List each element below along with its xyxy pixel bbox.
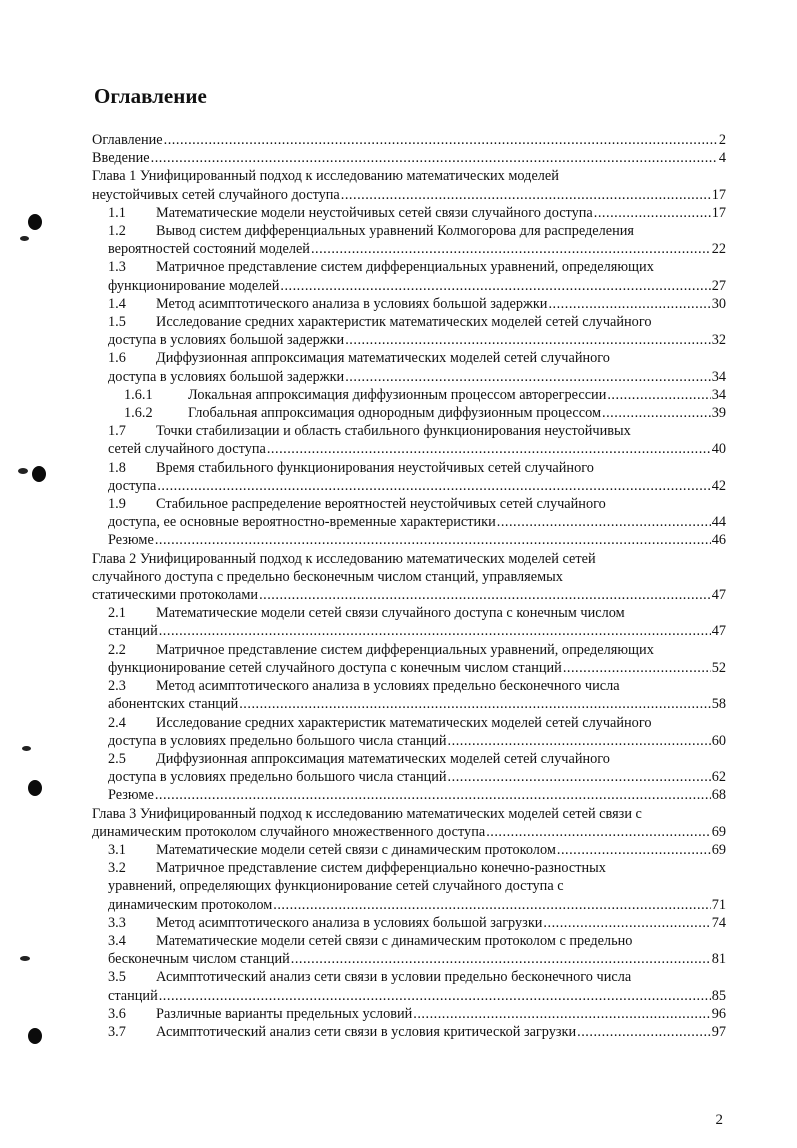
toc-leader-dots: [345, 368, 710, 386]
toc-entry-title: Асимптотический анализ сети связи в условия критической загрузки: [156, 1023, 577, 1040]
toc-entry-title: сетей случайного доступа: [108, 441, 266, 458]
toc-entry-page: 34: [711, 386, 726, 403]
toc-entry-page: 34: [711, 368, 726, 385]
toc-entry-title: Локальная аппроксимация диффузионным процессом авторегрессии: [188, 386, 607, 403]
toc-entry[interactable]: [92, 149, 726, 167]
toc-entry-title: доступа, ее основные вероятностно-временные характеристики: [108, 514, 496, 531]
toc-entry-number: 3.4: [108, 932, 126, 949]
toc-entry-title: Вывод систем дифференциальных уравнений Колмогорова для распределения: [156, 223, 635, 240]
toc-leader-dots: [602, 404, 711, 422]
toc-entry-title: Метод асимптотического анализа в условиях предельно бесконечного числа: [156, 678, 620, 695]
toc-entry-line: [92, 968, 726, 986]
toc-entry-number: 3.2: [108, 860, 126, 877]
toc-entry-line: [92, 277, 726, 295]
toc-leader-dots: [291, 950, 711, 968]
toc-entry-line: [92, 932, 726, 950]
toc-entry-title: Математические модели неустойчивых сетей связи случайного доступа: [156, 204, 593, 221]
toc-entry-page: 22: [711, 241, 726, 258]
toc-entry-line: [92, 568, 726, 586]
toc-entry-title: неустойчивых сетей случайного доступа: [92, 186, 340, 203]
toc-entry-title: доступа в условиях предельно большого числа станций: [108, 769, 447, 786]
toc-entry-title: Глава 2 Унифицированный подход к исследованию математических моделей сетей: [92, 550, 596, 567]
toc-entry-title: статическими протоколами: [92, 587, 259, 604]
toc-entry-title: доступа в условиях большой задержки: [108, 332, 345, 349]
toc-entry-page: 4: [718, 150, 726, 167]
toc-entry-title: случайного доступа с предельно бесконечным числом станций, управляемых: [92, 568, 563, 585]
toc-entry-line: [92, 459, 726, 477]
scan-smudge: [20, 956, 30, 961]
toc-entry-line: [92, 805, 726, 823]
toc-entry-number: 1.3: [108, 259, 126, 276]
toc-entry-line: [92, 786, 726, 804]
toc-leader-dots: [557, 841, 711, 859]
toc-entry-number: 2.1: [108, 605, 126, 622]
toc-entry-line: [92, 186, 726, 204]
toc-entry-page: 47: [711, 587, 726, 604]
toc-entry-page: 27: [711, 277, 726, 294]
toc-entry-line: [92, 313, 726, 331]
toc-entry-title: абонентских станций: [108, 696, 239, 713]
toc-entry-number: 3.3: [108, 914, 126, 931]
toc-entry-line: [92, 149, 726, 167]
table-of-contents: [92, 131, 726, 1041]
toc-entry-title: Точки стабилизации и область стабильного функционирования неустойчивых: [156, 423, 631, 440]
toc-entry-line: [92, 404, 726, 422]
toc-leader-dots: [486, 823, 711, 841]
toc-leader-dots: [155, 531, 711, 549]
toc-leader-dots: [273, 896, 710, 914]
toc-entry-page: 17: [711, 186, 726, 203]
toc-entry[interactable]: [92, 258, 726, 294]
toc-entry-number: 1.8: [108, 459, 126, 476]
toc-entry-page: 42: [711, 477, 726, 494]
toc-entry[interactable]: [92, 677, 726, 713]
toc-entry[interactable]: [92, 167, 726, 203]
toc-entry[interactable]: [92, 295, 726, 313]
scan-smudge: [18, 468, 28, 474]
toc-entry[interactable]: [92, 805, 726, 841]
toc-leader-dots: [413, 1005, 710, 1023]
toc-leader-dots: [159, 622, 711, 640]
toc-entry[interactable]: [92, 1005, 726, 1023]
toc-entry-number: 1.6: [108, 350, 126, 367]
toc-entry-line: [92, 513, 726, 531]
toc-entry-page: 68: [711, 787, 726, 804]
toc-entry-title: функционирование сетей случайного доступа с конечным числом станций: [108, 659, 562, 676]
toc-leader-dots: [448, 732, 711, 750]
toc-entry[interactable]: [92, 786, 726, 804]
toc-entry-line: [92, 768, 726, 786]
toc-entry-title: Матричное представление систем дифференциальных уравнений, определяющих: [156, 259, 654, 276]
toc-entry[interactable]: [92, 859, 726, 914]
toc-entry-title: Диффузионная аппроксимация математических моделей сетей случайного: [156, 350, 610, 367]
toc-leader-dots: [311, 240, 711, 258]
toc-entry-title: Оглавление: [92, 132, 163, 148]
toc-entry-line: [92, 677, 726, 695]
toc-entry-line: [92, 987, 726, 1005]
toc-entry-line: [92, 440, 726, 458]
toc-entry-line: [92, 841, 726, 859]
toc-entry-line: [92, 349, 726, 367]
toc-leader-dots: [239, 695, 710, 713]
toc-entry-title: Исследование средних характеристик математических моделей сетей случайного: [156, 714, 652, 731]
toc-entry[interactable]: [92, 349, 726, 385]
toc-entry-title: Стабильное распределение вероятностей неустойчивых сетей случайного: [156, 496, 606, 513]
toc-entry[interactable]: [92, 750, 726, 786]
toc-leader-dots: [448, 768, 711, 786]
toc-entry-title: Асимптотический анализ сети связи в условии предельно бесконечного числа: [156, 969, 632, 986]
toc-leader-dots: [259, 586, 711, 604]
toc-entry-page: 62: [711, 769, 726, 786]
toc-entry[interactable]: [92, 932, 726, 968]
toc-entry-line: [92, 368, 726, 386]
toc-entry-page: 17: [711, 204, 726, 221]
toc-entry-line: [92, 477, 726, 495]
toc-entry-page: 52: [711, 659, 726, 676]
toc-entry-page: 74: [711, 914, 726, 931]
toc-entry-line: [92, 531, 726, 549]
toc-leader-dots: [267, 440, 711, 458]
toc-entry-line: [92, 240, 726, 258]
toc-entry-page: 97: [711, 1023, 726, 1040]
toc-entry[interactable]: [92, 404, 726, 422]
toc-entry-title: Время стабильного функционирования неустойчивых сетей случайного: [156, 459, 594, 476]
toc-entry-line: [92, 877, 726, 895]
toc-entry-number: 2.2: [108, 641, 126, 658]
toc-entry-title: Диффузионная аппроксимация математических моделей сетей случайного: [156, 750, 610, 767]
toc-leader-dots: [548, 295, 710, 313]
toc-leader-dots: [577, 1023, 711, 1041]
toc-entry-page: 30: [711, 295, 726, 312]
toc-entry-number: 3.6: [108, 1005, 126, 1022]
toc-entry-title: Математические модели сетей связи с динамическим протоколом: [156, 841, 556, 858]
toc-entry-title: Глобальная аппроксимация однородным диффузионным процессом: [188, 405, 602, 422]
toc-entry-number: 1.7: [108, 423, 126, 440]
punch-hole-mark: [28, 780, 42, 796]
toc-entry-title: Математические модели сетей связи с динамическим протоколом с предельно: [156, 932, 633, 949]
toc-entry-title: станций: [108, 623, 158, 640]
toc-leader-dots: [151, 149, 718, 167]
toc-entry-title: Глава 3 Унифицированный подход к исследованию математических моделей сетей связи с: [92, 805, 642, 822]
toc-entry-title: Глава 1 Унифицированный подход к исследованию математических моделей: [92, 168, 559, 185]
toc-entry-line: [92, 714, 726, 732]
toc-entry[interactable]: [92, 222, 726, 258]
toc-entry-title: Метод асимптотического анализа в условиях большой загрузки: [156, 914, 543, 931]
toc-leader-dots: [155, 786, 711, 804]
toc-entry-line: [92, 331, 726, 349]
toc-entry-title: Различные варианты предельных условий: [156, 1005, 413, 1022]
toc-entry[interactable]: [92, 459, 726, 495]
toc-entry[interactable]: [92, 386, 726, 404]
toc-entry-number: 3.1: [108, 841, 126, 858]
toc-entry-number: 1.2: [108, 223, 126, 240]
toc-entry[interactable]: [92, 1023, 726, 1041]
toc-entry[interactable]: [92, 714, 726, 750]
toc-entry-title: функционирование моделей: [108, 277, 280, 294]
toc-entry[interactable]: [92, 641, 726, 677]
toc-entry[interactable]: [92, 604, 726, 640]
toc-entry-line: [92, 659, 726, 677]
toc-entry-title: Метод асимптотического анализа в условиях большой задержки: [156, 295, 548, 312]
toc-entry-page: 47: [711, 623, 726, 640]
toc-entry-page: 85: [711, 987, 726, 1004]
toc-entry-page: 44: [711, 514, 726, 531]
toc-entry-number: 2.4: [108, 714, 126, 731]
toc-entry-title: бесконечным числом станций: [108, 951, 290, 968]
toc-entry-line: [92, 586, 726, 604]
toc-entry-line: [92, 222, 726, 240]
scan-smudge: [20, 236, 29, 241]
toc-leader-dots: [563, 659, 711, 677]
toc-entry-page: 71: [711, 896, 726, 913]
toc-entry[interactable]: [92, 131, 726, 149]
toc-leader-dots: [159, 987, 711, 1005]
toc-leader-dots: [280, 277, 710, 295]
toc-entry-title: Введение: [92, 150, 150, 167]
toc-entry-line: [92, 823, 726, 841]
toc-entry-title: Математические модели сетей связи случайного доступа с конечным числом: [156, 605, 625, 622]
toc-entry-line: [92, 695, 726, 713]
toc-entry-line: [92, 896, 726, 914]
toc-entry-line: [92, 1023, 726, 1041]
toc-entry-line: [92, 622, 726, 640]
toc-entry-number: 1.6.1: [124, 386, 153, 403]
page-number: 2: [715, 1112, 723, 1128]
toc-entry-page: 69: [711, 841, 726, 858]
toc-entry-line: [92, 131, 726, 149]
toc-entry-line: [92, 422, 726, 440]
toc-leader-dots: [543, 914, 710, 932]
toc-leader-dots: [594, 204, 711, 222]
toc-entry-line: [92, 495, 726, 513]
toc-entry-number: 1.1: [108, 204, 126, 221]
punch-hole-mark: [28, 1028, 42, 1044]
toc-entry-page: 46: [711, 532, 726, 549]
toc-leader-dots: [164, 131, 718, 149]
toc-entry-line: [92, 258, 726, 276]
toc-entry-page: 69: [711, 823, 726, 840]
toc-entry-line: [92, 604, 726, 622]
toc-entry-line: [92, 550, 726, 568]
toc-entry-number: 2.5: [108, 750, 126, 767]
toc-entry-number: 1.4: [108, 295, 126, 312]
toc-entry-title: доступа: [108, 477, 157, 494]
toc-entry-page: 81: [711, 951, 726, 968]
toc-entry-line: [92, 732, 726, 750]
toc-entry[interactable]: [92, 204, 726, 222]
toc-entry-title: доступа в условиях предельно большого числа станций: [108, 732, 447, 749]
toc-entry-line: [92, 167, 726, 185]
toc-entry-line: [92, 386, 726, 404]
scan-smudge: [22, 746, 31, 751]
toc-entry-number: 1.5: [108, 314, 126, 331]
toc-entry-title: Исследование средних характеристик математических моделей сетей случайного: [156, 314, 652, 331]
punch-hole-mark: [32, 466, 46, 482]
toc-entry-line: [92, 641, 726, 659]
toc-entry-line: [92, 950, 726, 968]
toc-entry-title: Резюме: [108, 532, 154, 549]
toc-leader-dots: [497, 513, 711, 531]
toc-entry-number: 2.3: [108, 678, 126, 695]
toc-entry-line: [92, 295, 726, 313]
toc-entry[interactable]: [92, 495, 726, 531]
toc-leader-dots: [345, 331, 710, 349]
toc-entry[interactable]: [92, 914, 726, 932]
toc-entry-page: 40: [711, 441, 726, 458]
toc-entry-line: [92, 1005, 726, 1023]
toc-entry-title: динамическим протоколом случайного множественного доступа: [92, 823, 486, 840]
toc-entry-title: доступа в условиях большой задержки: [108, 368, 345, 385]
toc-entry[interactable]: [92, 841, 726, 859]
toc-entry-page: 32: [711, 332, 726, 349]
toc-entry-title: Матричное представление систем дифференциально конечно-разностных: [156, 860, 606, 877]
toc-entry-number: 1.6.2: [124, 405, 153, 422]
toc-entry-page: 96: [711, 1005, 726, 1022]
toc-entry-page: 2: [718, 132, 726, 148]
toc-entry-title: уравнений, определяющих функционирование сетей случайного доступа с: [108, 878, 564, 895]
toc-leader-dots: [157, 477, 710, 495]
punch-hole-mark: [28, 214, 42, 230]
toc-entry-page: 39: [711, 405, 726, 422]
toc-entry-line: [92, 914, 726, 932]
toc-entry-title: станций: [108, 987, 158, 1004]
toc-entry-title: динамическим протоколом: [108, 896, 273, 913]
page-title: Оглавление: [94, 84, 207, 108]
toc-entry-number: 1.9: [108, 496, 126, 513]
toc-entry-line: [92, 859, 726, 877]
toc-entry[interactable]: [92, 422, 726, 458]
toc-entry-page: 60: [711, 732, 726, 749]
toc-entry[interactable]: [92, 968, 726, 1004]
toc-entry-number: 3.7: [108, 1023, 126, 1040]
toc-entry-title: Матричное представление систем дифференциальных уравнений, определяющих: [156, 641, 654, 658]
toc-entry-line: [92, 750, 726, 768]
toc-entry-title: вероятностей состояний моделей: [108, 241, 310, 258]
toc-entry[interactable]: [92, 313, 726, 349]
toc-entry[interactable]: [92, 550, 726, 605]
toc-entry-number: 3.5: [108, 969, 126, 986]
toc-entry-title: Резюме: [108, 787, 154, 804]
toc-entry[interactable]: [92, 531, 726, 549]
toc-leader-dots: [607, 386, 710, 404]
toc-entry-page: 58: [711, 696, 726, 713]
toc-entry-line: [92, 204, 726, 222]
toc-leader-dots: [341, 186, 711, 204]
